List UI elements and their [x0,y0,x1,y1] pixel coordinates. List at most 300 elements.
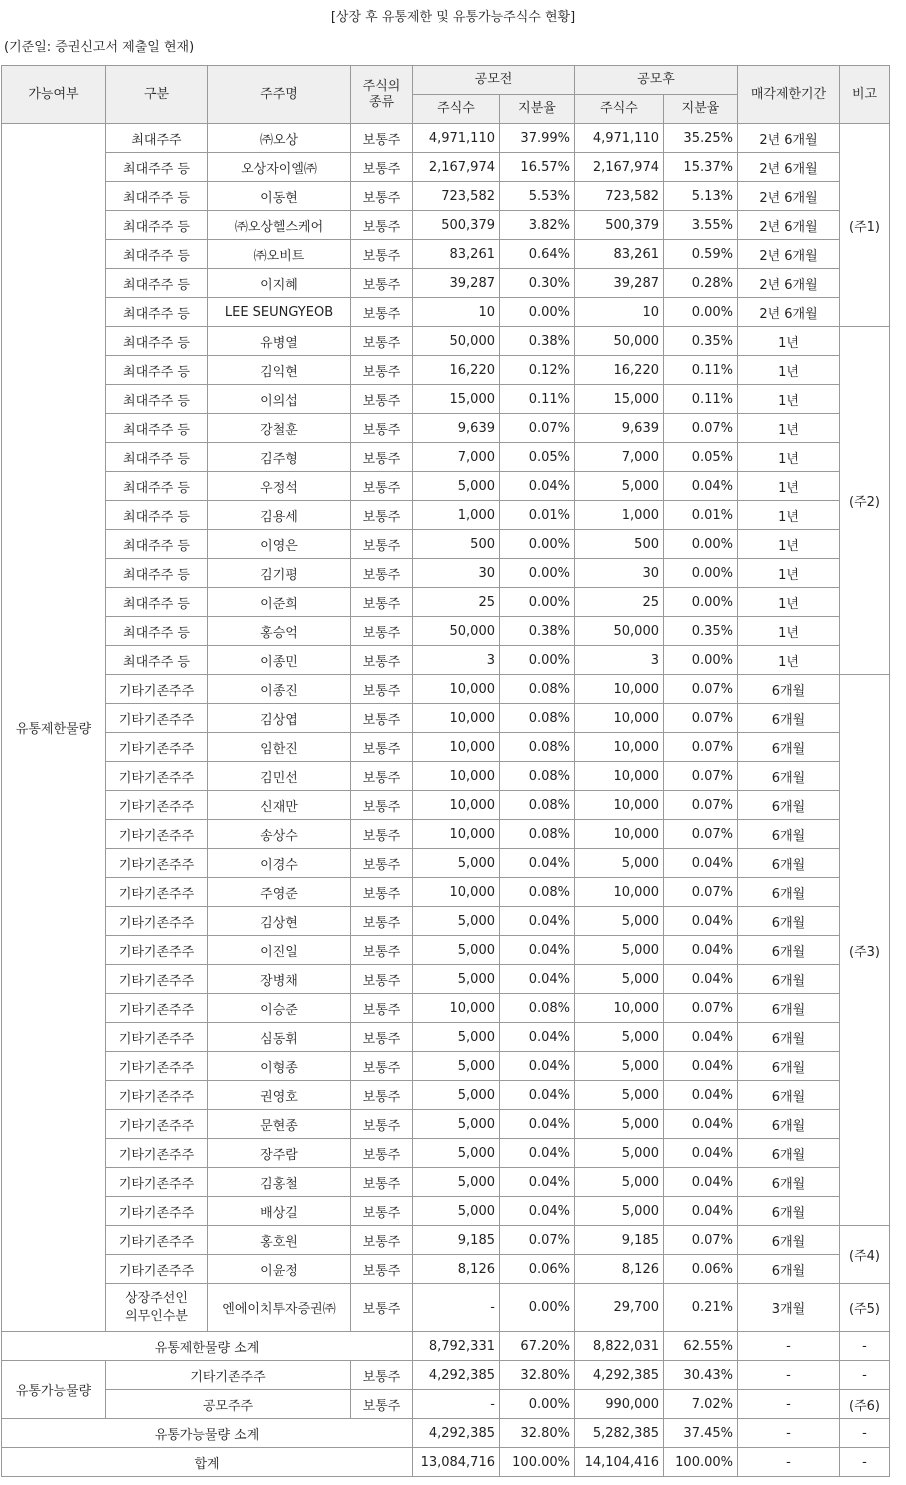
post-ipo-ratio-cell: 62.55% [664,1332,738,1361]
table-row [2,211,890,240]
shareholder-name-cell: LEE SEUNGYEOB [208,298,351,327]
available-subtotal-row [2,1419,890,1448]
post-ipo-shares-cell: 39,287 [575,269,664,298]
lockup-period-cell: 2년 6개월 [738,240,840,269]
remark-note-cell: - [840,1419,890,1448]
category-cell: 최대주주 등 [106,153,208,182]
pre-ipo-ratio-cell: 0.07% [500,414,575,443]
stock-type-cell: 보통주 [351,298,413,327]
shareholder-name-cell: 장주람 [208,1139,351,1168]
shareholder-name-cell: 김민선 [208,762,351,791]
category-cell: 기타기존주주 [106,936,208,965]
pre-ipo-shares-cell: 10,000 [413,733,500,762]
table-title: [상장 후 유통제한 및 유통가능주식수 현황] [330,10,576,25]
post-ipo-ratio-cell: 15.37% [664,153,738,182]
post-ipo-ratio-cell: 5.13% [664,182,738,211]
category-cell: 기타기존주주 [106,1361,351,1390]
post-ipo-shares-cell: 5,000 [575,849,664,878]
category-cell: 최대주주 등 [106,443,208,472]
pre-ipo-shares-cell: 10,000 [413,791,500,820]
stock-type-cell: 보통주 [351,530,413,559]
shareholder-name-cell: 송상수 [208,820,351,849]
stock-type-cell: 보통주 [351,1023,413,1052]
table-row [2,704,890,733]
post-ipo-shares-cell: 10,000 [575,704,664,733]
remark-note-cell: (주5) [840,1284,890,1332]
lockup-period-cell: 6개월 [738,1197,840,1226]
shareholder-name-cell: ㈜오상헬스케어 [208,211,351,240]
shareholder-name-cell: 심동휘 [208,1023,351,1052]
shareholder-name-cell: 김익현 [208,356,351,385]
post-ipo-ratio-cell: 0.07% [664,675,738,704]
table-row [2,588,890,617]
table-row [2,820,890,849]
post-ipo-shares-cell: 1,000 [575,501,664,530]
lockup-period-cell: 6개월 [738,1081,840,1110]
lockup-period-cell: 6개월 [738,1168,840,1197]
pre-ipo-ratio-cell: 0.04% [500,1168,575,1197]
lockup-period-cell: 2년 6개월 [738,124,840,153]
category-cell: 최대주주 등 [106,530,208,559]
pre-ipo-ratio-cell: 0.04% [500,907,575,936]
table-row [2,733,890,762]
pre-ipo-ratio-cell: 37.99% [500,124,575,153]
pre-ipo-shares-cell: 39,287 [413,269,500,298]
table-row [2,994,890,1023]
post-ipo-shares-cell: 10,000 [575,762,664,791]
header-availability: 가능여부 [2,66,106,124]
post-ipo-shares-cell: 4,292,385 [575,1361,664,1390]
stock-type-cell: 보통주 [351,182,413,211]
post-ipo-shares-cell: 10,000 [575,675,664,704]
pre-ipo-shares-cell: 4,292,385 [413,1419,500,1448]
table-row [2,501,890,530]
table-row [2,414,890,443]
lockup-period-cell: 6개월 [738,820,840,849]
pre-ipo-ratio-cell: 0.08% [500,791,575,820]
shareholder-name-cell: 김용세 [208,501,351,530]
category-cell: 최대주주 등 [106,356,208,385]
post-ipo-ratio-cell: 0.06% [664,1255,738,1284]
pre-ipo-ratio-cell: 0.00% [500,530,575,559]
pre-ipo-shares-cell: 2,167,974 [413,153,500,182]
post-ipo-shares-cell: 5,000 [575,907,664,936]
post-ipo-ratio-cell: 0.04% [664,849,738,878]
shareholder-name-cell: 엔에이치투자증권㈜ [208,1284,351,1332]
post-ipo-shares-cell: 500,379 [575,211,664,240]
shareholder-name-cell: 이윤정 [208,1255,351,1284]
shareholder-name-cell: 이의섭 [208,385,351,414]
grand-total-row-label: 합계 [2,1448,413,1477]
category-cell: 공모주주 [106,1390,351,1419]
table-row [2,791,890,820]
table-row [2,356,890,385]
pre-ipo-ratio-cell: 0.04% [500,1197,575,1226]
pre-ipo-shares-cell: 5,000 [413,1139,500,1168]
stock-type-cell: 보통주 [351,1284,413,1332]
table-row [2,762,890,791]
lockup-period-cell: 6개월 [738,1110,840,1139]
available-section-label: 유통가능물량 [2,1361,106,1419]
post-ipo-ratio-cell: 100.00% [664,1448,738,1477]
header-post-shares: 주식수 [575,95,664,124]
post-ipo-ratio-cell: 0.07% [664,820,738,849]
shareholder-name-cell: 이승준 [208,994,351,1023]
lockup-period-cell: 6개월 [738,1139,840,1168]
post-ipo-shares-cell: 7,000 [575,443,664,472]
header-before-ipo: 공모전 [413,66,575,95]
shareholder-name-cell: 이동현 [208,182,351,211]
shareholder-name-cell: 권영호 [208,1081,351,1110]
pre-ipo-shares-cell: - [413,1284,500,1332]
table-row [2,124,890,153]
shareholder-name-cell: 강철훈 [208,414,351,443]
lockup-period-cell: 6개월 [738,1052,840,1081]
pre-ipo-shares-cell: 5,000 [413,472,500,501]
stock-type-cell: 보통주 [351,211,413,240]
shareholder-name-cell: 우정석 [208,472,351,501]
post-ipo-shares-cell: 5,000 [575,1081,664,1110]
pre-ipo-ratio-cell: 0.04% [500,1110,575,1139]
lockup-period-cell: 1년 [738,559,840,588]
header-remarks: 비고 [840,66,890,124]
category-cell: 기타기존주주 [106,820,208,849]
shareholder-name-cell: 이형종 [208,1052,351,1081]
shareholder-name-cell: 이종진 [208,675,351,704]
stock-type-cell: 보통주 [351,1139,413,1168]
shareholder-name-cell: 주영준 [208,878,351,907]
post-ipo-shares-cell: 16,220 [575,356,664,385]
category-cell: 상장주선인 의무인수분 [106,1284,208,1332]
category-cell: 최대주주 등 [106,501,208,530]
shareholder-name-cell: 이지혜 [208,269,351,298]
post-ipo-ratio-cell: 0.04% [664,1110,738,1139]
table-row [2,1226,890,1255]
post-ipo-ratio-cell: 0.11% [664,385,738,414]
shareholder-name-cell: 임한진 [208,733,351,762]
pre-ipo-shares-cell: 4,292,385 [413,1361,500,1390]
post-ipo-shares-cell: 14,104,416 [575,1448,664,1477]
table-row [2,182,890,211]
post-ipo-shares-cell: 10,000 [575,878,664,907]
post-ipo-shares-cell: 30 [575,559,664,588]
lockup-period-cell: 2년 6개월 [738,298,840,327]
category-cell: 최대주주 [106,124,208,153]
lockup-period-cell: 6개월 [738,733,840,762]
header-shareholder: 주주명 [208,66,351,124]
pre-ipo-ratio-cell: 0.08% [500,994,575,1023]
pre-ipo-shares-cell: 3 [413,646,500,675]
pre-ipo-shares-cell: 30 [413,559,500,588]
lockup-period-cell: - [738,1448,840,1477]
lockup-period-cell: 6개월 [738,762,840,791]
shareholder-name-cell: 오상자이엘㈜ [208,153,351,182]
category-cell: 기타기존주주 [106,1197,208,1226]
grand-total-row [2,1448,890,1477]
post-ipo-ratio-cell: 0.00% [664,298,738,327]
table-row [2,153,890,182]
table-row [2,1081,890,1110]
post-ipo-ratio-cell: 0.07% [664,762,738,791]
category-cell: 최대주주 등 [106,385,208,414]
lockup-period-cell: 1년 [738,385,840,414]
lockup-period-cell: - [738,1390,840,1419]
stock-type-cell: 보통주 [351,704,413,733]
shareholder-name-cell: 배상길 [208,1197,351,1226]
table-row [2,1168,890,1197]
category-cell: 최대주주 등 [106,269,208,298]
category-cell: 최대주주 등 [106,182,208,211]
post-ipo-ratio-cell: 0.00% [664,646,738,675]
lockup-period-cell: - [738,1332,840,1361]
category-cell: 최대주주 등 [106,414,208,443]
post-ipo-ratio-cell: 0.35% [664,327,738,356]
lockup-period-cell: 1년 [738,646,840,675]
shareholder-name-cell: 유병열 [208,327,351,356]
post-ipo-shares-cell: 50,000 [575,617,664,646]
table-row [2,1197,890,1226]
post-ipo-shares-cell: 5,000 [575,936,664,965]
post-ipo-ratio-cell: 0.21% [664,1284,738,1332]
category-cell: 기타기존주주 [106,1052,208,1081]
table-row [2,327,890,356]
stock-type-cell: 보통주 [351,733,413,762]
category-cell: 기타기존주주 [106,994,208,1023]
pre-ipo-ratio-cell: 0.08% [500,878,575,907]
lockup-period-cell: 1년 [738,530,840,559]
stock-type-cell: 보통주 [351,1110,413,1139]
stock-type-cell: 보통주 [351,1226,413,1255]
pre-ipo-shares-cell: 83,261 [413,240,500,269]
pre-ipo-ratio-cell: 0.12% [500,356,575,385]
post-ipo-shares-cell: 5,000 [575,1110,664,1139]
shareholder-name-cell: 김상엽 [208,704,351,733]
pre-ipo-ratio-cell: 0.00% [500,559,575,588]
pre-ipo-ratio-cell: 0.38% [500,617,575,646]
post-ipo-ratio-cell: 0.04% [664,1168,738,1197]
pre-ipo-shares-cell: 5,000 [413,1197,500,1226]
lockup-period-cell: 6개월 [738,1255,840,1284]
category-cell: 최대주주 등 [106,588,208,617]
post-ipo-ratio-cell: 35.25% [664,124,738,153]
pre-ipo-ratio-cell: 0.00% [500,588,575,617]
pre-ipo-ratio-cell: 0.08% [500,762,575,791]
lockup-period-cell: 6개월 [738,878,840,907]
lockup-period-cell: 6개월 [738,849,840,878]
lockup-period-cell: - [738,1419,840,1448]
pre-ipo-ratio-cell: 0.00% [500,646,575,675]
pre-ipo-ratio-cell: 0.01% [500,501,575,530]
table-row [2,849,890,878]
post-ipo-ratio-cell: 0.07% [664,878,738,907]
post-ipo-shares-cell: 8,126 [575,1255,664,1284]
pre-ipo-shares-cell: - [413,1390,500,1419]
stock-type-cell: 보통주 [351,936,413,965]
post-ipo-ratio-cell: 0.04% [664,907,738,936]
pre-ipo-ratio-cell: 3.82% [500,211,575,240]
post-ipo-shares-cell: 83,261 [575,240,664,269]
pre-ipo-ratio-cell: 0.06% [500,1255,575,1284]
table-row [2,646,890,675]
category-cell: 최대주주 등 [106,617,208,646]
pre-ipo-shares-cell: 9,185 [413,1226,500,1255]
table-row [2,878,890,907]
category-cell: 기타기존주주 [106,1255,208,1284]
pre-ipo-ratio-cell: 0.04% [500,936,575,965]
stock-type-cell: 보통주 [351,414,413,443]
pre-ipo-shares-cell: 10,000 [413,878,500,907]
shareholder-name-cell: 홍호원 [208,1226,351,1255]
post-ipo-ratio-cell: 0.07% [664,733,738,762]
post-ipo-ratio-cell: 0.01% [664,501,738,530]
stock-type-cell: 보통주 [351,646,413,675]
pre-ipo-ratio-cell: 67.20% [500,1332,575,1361]
header-category: 구분 [106,66,208,124]
pre-ipo-ratio-cell: 0.07% [500,1226,575,1255]
lockup-period-cell: 6개월 [738,936,840,965]
category-cell: 최대주주 등 [106,472,208,501]
header-after-ipo: 공모후 [575,66,738,95]
pre-ipo-ratio-cell: 0.64% [500,240,575,269]
shareholder-name-cell: 이종민 [208,646,351,675]
category-cell: 기타기존주주 [106,965,208,994]
stock-type-cell: 보통주 [351,1361,413,1390]
restricted-subtotal-row-label: 유통제한물량 소계 [2,1332,413,1361]
stock-type-cell: 보통주 [351,472,413,501]
stock-type-cell: 보통주 [351,124,413,153]
shareholder-name-cell: 이영은 [208,530,351,559]
pre-ipo-shares-cell: 5,000 [413,849,500,878]
post-ipo-shares-cell: 15,000 [575,385,664,414]
table-row [2,559,890,588]
category-cell: 기타기존주주 [106,762,208,791]
post-ipo-shares-cell: 5,000 [575,965,664,994]
post-ipo-ratio-cell: 0.00% [664,559,738,588]
pre-ipo-ratio-cell: 0.04% [500,1052,575,1081]
post-ipo-ratio-cell: 0.04% [664,965,738,994]
header-pre-ratio: 지분율 [500,95,575,124]
post-ipo-shares-cell: 5,000 [575,1139,664,1168]
lockup-period-cell: 1년 [738,356,840,385]
pre-ipo-shares-cell: 1,000 [413,501,500,530]
post-ipo-shares-cell: 5,282,385 [575,1419,664,1448]
table-row [2,385,890,414]
pre-ipo-ratio-cell: 0.04% [500,965,575,994]
stock-type-cell: 보통주 [351,675,413,704]
stock-type-cell: 보통주 [351,1197,413,1226]
category-cell: 기타기존주주 [106,733,208,762]
category-cell: 기타기존주주 [106,1139,208,1168]
table-row [2,240,890,269]
pre-ipo-ratio-cell: 0.00% [500,298,575,327]
post-ipo-ratio-cell: 0.00% [664,530,738,559]
post-ipo-shares-cell: 5,000 [575,1023,664,1052]
lockup-period-cell: 2년 6개월 [738,182,840,211]
stock-type-cell: 보통주 [351,878,413,907]
pre-ipo-ratio-cell: 0.08% [500,733,575,762]
stock-type-cell: 보통주 [351,1168,413,1197]
lockup-period-cell: 6개월 [738,1226,840,1255]
lockup-period-cell: 2년 6개월 [738,153,840,182]
stock-type-cell: 보통주 [351,907,413,936]
category-cell: 기타기존주주 [106,1081,208,1110]
lockup-period-cell: 3개월 [738,1284,840,1332]
stock-type-cell: 보통주 [351,820,413,849]
post-ipo-ratio-cell: 3.55% [664,211,738,240]
post-ipo-ratio-cell: 0.04% [664,472,738,501]
shareholder-name-cell: 이진일 [208,936,351,965]
stock-type-cell: 보통주 [351,501,413,530]
lockup-period-cell: 1년 [738,472,840,501]
pre-ipo-shares-cell: 4,971,110 [413,124,500,153]
post-ipo-shares-cell: 9,639 [575,414,664,443]
post-ipo-shares-cell: 990,000 [575,1390,664,1419]
pre-ipo-ratio-cell: 0.08% [500,704,575,733]
table-row [2,936,890,965]
post-ipo-ratio-cell: 0.00% [664,588,738,617]
pre-ipo-shares-cell: 50,000 [413,327,500,356]
category-cell: 기타기존주주 [106,1023,208,1052]
remark-note-cell: - [840,1361,890,1390]
table-row [2,530,890,559]
lockup-period-cell: 6개월 [738,704,840,733]
post-ipo-ratio-cell: 0.28% [664,269,738,298]
post-ipo-shares-cell: 10,000 [575,994,664,1023]
post-ipo-ratio-cell: 0.04% [664,1139,738,1168]
post-ipo-shares-cell: 10,000 [575,791,664,820]
lockup-period-cell: 1년 [738,588,840,617]
shareholder-name-cell: 김주형 [208,443,351,472]
pre-ipo-shares-cell: 10 [413,298,500,327]
post-ipo-ratio-cell: 0.59% [664,240,738,269]
table-body [2,124,890,1477]
post-ipo-ratio-cell: 0.07% [664,994,738,1023]
post-ipo-ratio-cell: 0.07% [664,704,738,733]
shareholder-name-cell: 이경수 [208,849,351,878]
pre-ipo-shares-cell: 15,000 [413,385,500,414]
header-stock-type: 주식의 종류 [351,66,413,124]
lockup-period-cell: 6개월 [738,791,840,820]
pre-ipo-ratio-cell: 0.04% [500,849,575,878]
pre-ipo-ratio-cell: 0.38% [500,327,575,356]
lockup-period-cell: 6개월 [738,965,840,994]
table-row [2,269,890,298]
remark-note-cell: - [840,1332,890,1361]
stock-type-cell: 보통주 [351,994,413,1023]
category-cell: 기타기존주주 [106,791,208,820]
header-post-ratio: 지분율 [664,95,738,124]
lockup-period-cell: 2년 6개월 [738,269,840,298]
stock-type-cell: 보통주 [351,762,413,791]
stock-type-cell: 보통주 [351,1081,413,1110]
post-ipo-ratio-cell: 0.07% [664,791,738,820]
shareholder-name-cell: 김상현 [208,907,351,936]
pre-ipo-shares-cell: 8,792,331 [413,1332,500,1361]
stock-type-cell: 보통주 [351,240,413,269]
shareholder-name-cell: 이준희 [208,588,351,617]
stock-type-cell: 보통주 [351,1255,413,1284]
post-ipo-ratio-cell: 7.02% [664,1390,738,1419]
table-row [2,298,890,327]
lockup-period-cell: 2년 6개월 [738,211,840,240]
stock-type-cell: 보통주 [351,327,413,356]
post-ipo-shares-cell: 5,000 [575,472,664,501]
post-ipo-ratio-cell: 0.35% [664,617,738,646]
post-ipo-shares-cell: 723,582 [575,182,664,211]
pre-ipo-shares-cell: 500,379 [413,211,500,240]
post-ipo-ratio-cell: 0.04% [664,1023,738,1052]
available-subtotal-row-label: 유통가능물량 소계 [2,1419,413,1448]
